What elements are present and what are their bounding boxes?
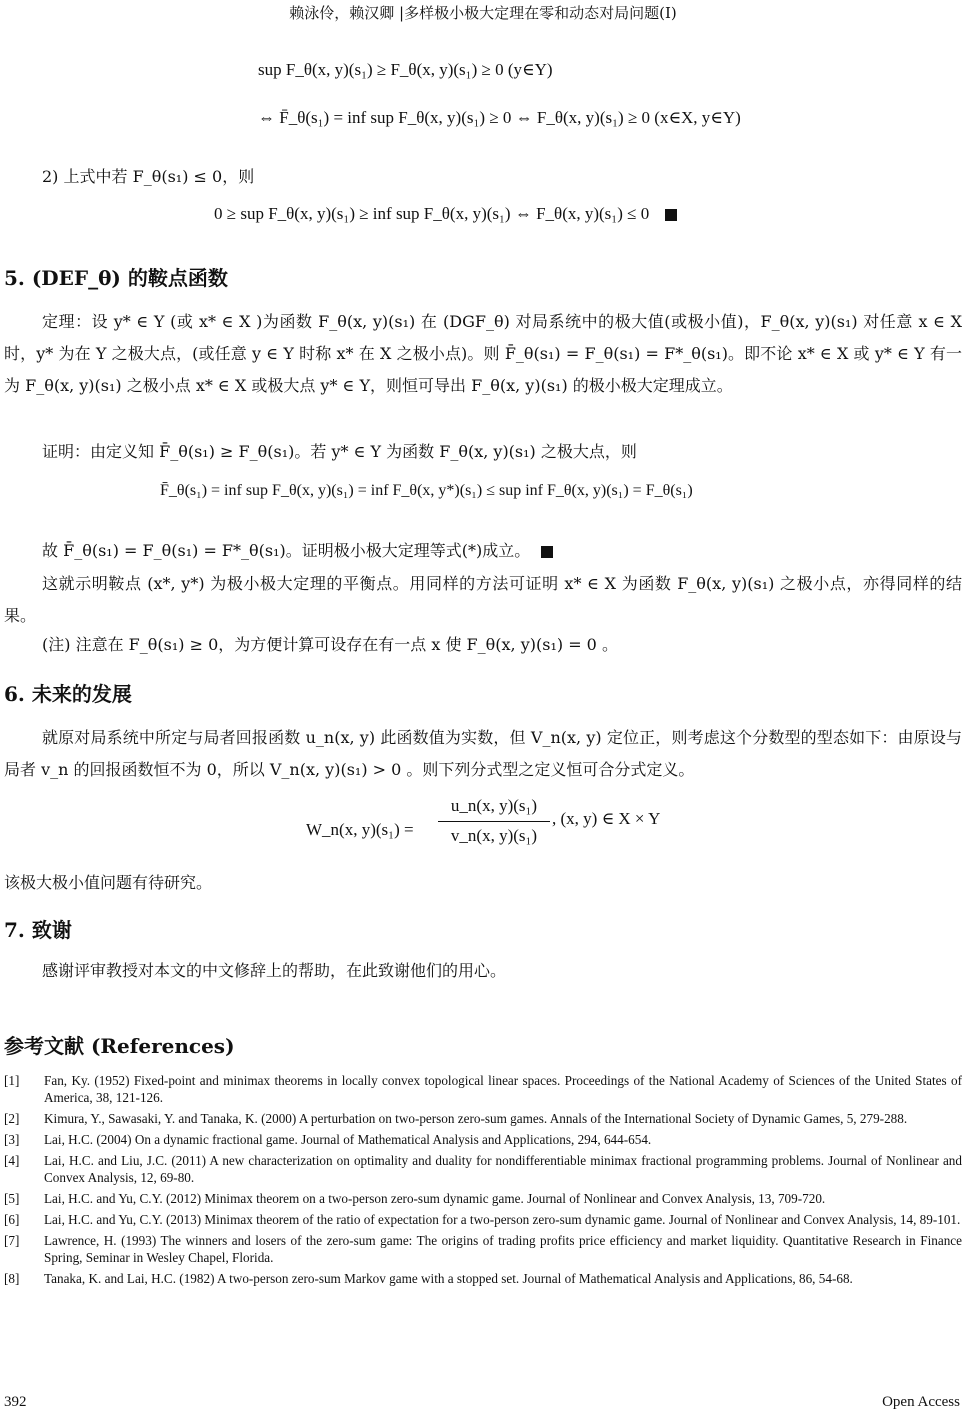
reference-text: Lai, H.C. (2004) On a dynamic fractional game. Journal of Mathematical Analysis and Applications, 294, 644-654. xyxy=(44,1132,652,1147)
reference-item xyxy=(4,1211,962,1228)
running-header: 赖泳伶，赖汉卿 |多样极小极大定理在零和动态对局问题(I) xyxy=(289,4,677,22)
proof-conclusion xyxy=(42,540,553,562)
reference-text: Fan, Ky. (1952) Fixed-point and minimax theorems in locally convex topological linear spaces. Proceedings of the National Academy of Sciences of the United States of America, 38, 121-126. xyxy=(44,1073,962,1105)
reference-number: [3] xyxy=(4,1132,20,1147)
reference-item xyxy=(4,1270,962,1287)
acknowledgement-paragraph: 感谢评审教授对本文的中文修辞上的帮助，在此致谢他们的用心。 xyxy=(42,961,507,980)
reference-item xyxy=(4,1232,962,1266)
fraction-denominator: v_n(x, y)(s₁) xyxy=(450,826,538,845)
fraction-numerator: u_n(x, y)(s₁) xyxy=(450,796,538,815)
reference-number: [1] xyxy=(4,1073,20,1088)
saddle-point-paragraph: 这就示明鞍点 (x*, y*) 为极小极大定理的平衡点。用同样的方法可证明 x* ∈ X 为函数 F_θ(x, y)(s₁) 之极小点，亦得同样的结果。 xyxy=(4,574,962,625)
page-number: 392 xyxy=(4,1394,27,1410)
open-access-label: Open Access xyxy=(882,1394,960,1410)
reference-number: [8] xyxy=(4,1271,20,1286)
reference-number: [7] xyxy=(4,1233,20,1248)
reference-text: Lai, H.C. and Yu, C.Y. (2012) Minimax theorem on a two-person zero-sum dynamic game. Journal of Nonlinear and Convex Analysis, 13, 709-720. xyxy=(44,1191,826,1206)
equation-item-2 xyxy=(214,204,677,224)
reference-number: [2] xyxy=(4,1111,20,1126)
reference-item xyxy=(4,1072,962,1106)
references-heading: 参考文献 (References) xyxy=(4,1034,235,1058)
section-6-heading: 6. 未来的发展 xyxy=(4,682,132,706)
equation-inf-sup-equivalence: ⇔ F̄_θ(s₁) = inf sup F_θ(x, y)(s₁) ≥ 0 ⇔ F_θ(x, y)(s₁) ≥ 0 (x∈X, y∈Y) xyxy=(258,108,741,127)
reference-item xyxy=(4,1110,962,1127)
item-2-text: 2) 上式中若 F_θ(s₁) ≤ 0，则 xyxy=(42,167,255,186)
reference-item xyxy=(4,1190,962,1207)
equation-proof: F̄_θ(s₁) = inf sup F_θ(x, y)(s₁) = inf F_θ(x, y*)(s₁) ≤ sup inf F_θ(x, y)(s₁) = F_θ(s₁) xyxy=(160,482,693,499)
reference-item xyxy=(4,1152,962,1186)
reference-text: Lai, H.C. and Yu, C.Y. (2013) Minimax theorem of the ratio of expectation for a two-person zero-sum dynamic game. Journal of Nonlinear and Convex Analysis, 14, 89-101. xyxy=(44,1212,961,1227)
fraction-rhs: , (x, y) ∈ X × Y xyxy=(552,809,661,828)
equation-sup-bound: sup F_θ(x, y)(s₁) ≥ F_θ(x, y)(s₁) ≥ 0 (y∈Y) xyxy=(258,60,553,79)
section-5-heading: 5. (DEF_θ) 的鞍点函数 xyxy=(4,266,228,290)
theorem-paragraph: 定理：设 y* ∈ Y (或 x* ∈ X )为函数 F_θ(x, y)(s₁) 在 (DGF_θ) 对局系统中的极大值(或极小值)，F_θ(x, y)(s₁) 对任意 x ∈ X 时，y* 为在 Y 之极大点，(或任意 y ∈ Y 时称 x* 在 X 之极小点)。则 F̄_θ(s₁) = F_θ(s₁) = F*_θ(s₁)。即不论 x* ∈ X 或 y* ∈ Y 有一为 F_θ(x, y)(s₁) 之极小点 x* ∈ X 或极大点 y* ∈ Y，则恒可导出 F_θ(x, y)(s₁) 的极小极大定理成立。 xyxy=(4,312,962,395)
section-6-closing: 该极大极小值问题有待研究。 xyxy=(4,873,213,892)
section-7-heading: 7. 致谢 xyxy=(4,918,72,942)
reference-item xyxy=(4,1131,962,1148)
reference-text: Lai, H.C. and Liu, J.C. (2011) A new characterization on optimality and duality for nondifferentiable minimax fractional programming problems. Journal of Nonlinear and Convex Analysis, 12, 69-80. xyxy=(44,1153,962,1185)
reference-number: [5] xyxy=(4,1191,20,1206)
reference-text: Kimura, Y., Sawasaki, Y. and Tanaka, K. (2000) A perturbation on two-person zero-sum games. Annals of the International Society of Dynamic Games, 5, 279-288. xyxy=(44,1111,908,1126)
reference-number: [4] xyxy=(4,1153,20,1168)
section-6-paragraph: 就原对局系统中所定与局者回报函数 u_n(x, y) 此函数值为实数，但 V_n(x, y) 定位正，则考虑这个分数型的型态如下：由原设与局者 v_n 的回报函数恒不为 0，所以 V_n(x, y)(s₁) > 0 。则下列分式型之定义恒可合分式定义。 xyxy=(4,728,962,779)
reference-list xyxy=(4,1072,962,1291)
reference-text: Tanaka, K. and Lai, H.C. (1982) A two-person zero-sum Markov game with a stopped set. Journal of Mathematical Analysis and Applications, 86, 54-68. xyxy=(44,1271,853,1286)
fraction-bar xyxy=(438,821,550,822)
fraction-lhs: W_n(x, y)(s₁) = xyxy=(306,820,414,839)
reference-number: [6] xyxy=(4,1212,20,1227)
qed-mark xyxy=(541,546,553,558)
note-paragraph: (注) 注意在 F_θ(s₁) ≥ 0，为方便计算可设存在有一点 x 使 F_θ(x, y)(s₁) = 0 。 xyxy=(42,635,618,654)
proof-paragraph: 证明：由定义知 F̄_θ(s₁) ≥ F_θ(s₁)。若 y* ∈ Y 为函数 F_θ(x, y)(s₁) 之极大点，则 xyxy=(42,442,637,461)
qed-mark xyxy=(665,209,677,221)
equation-item-2-text: 0 ≥ sup F_θ(x, y)(s₁) ≥ inf sup F_θ(x, y)(s₁) ⇔ F_θ(x, y)(s₁) ≤ 0 xyxy=(214,204,650,223)
reference-text: Lawrence, H. (1993) The winners and losers of the zero-sum game: The origins of trading profits price efficiency and market liquidity. Quantitative Research in Finance Spring, Seminar in Wesley Chapel, Florida. xyxy=(44,1233,962,1265)
proof-conclusion-text: 故 F̄_θ(s₁) = F_θ(s₁) = F*_θ(s₁)。证明极小极大定理等式(*)成立。 xyxy=(42,541,531,560)
